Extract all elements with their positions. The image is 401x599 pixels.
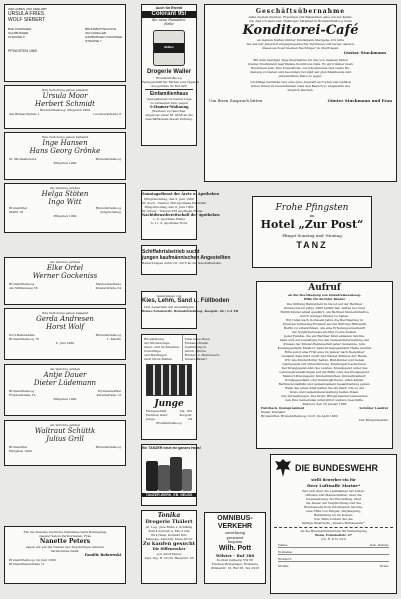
service-line: 6.-11. 6. Apotheke Nord <box>150 221 188 225</box>
family-signature: Familie Bobrowski <box>84 553 121 557</box>
shop-name: Fachbau Gebr. Junge <box>146 413 169 421</box>
shop-street: Koogstr. 34 <box>179 413 192 421</box>
house-line: Geschäftsstelle dieser Zeitung. <box>145 117 193 121</box>
name-2: Horst Wolf <box>45 323 85 331</box>
notice-heading: Als Verlobte grüßen <box>49 367 81 371</box>
bw-form-addr: An die Bundesministerium für Verteidigung <box>300 528 367 533</box>
bus-addr: Flecken-Hohenaspe, Wohnung <box>211 561 259 566</box>
takeover-title: Geschäftsübernahme <box>255 8 346 15</box>
addr-right: Brunsbüttelkoog <box>95 157 121 161</box>
bus-tagline: preiswert <box>226 535 244 540</box>
body-line: Unseren Schleswig-Holstein auf die Stiftung Hilfswerk <box>282 322 367 326</box>
takeover-text: Mit dem heutigen Tage übernahme ich das von meinem Onkel <box>253 58 348 62</box>
sunday-service-doctors-pharmacies <box>141 190 220 240</box>
body-line: Wir, wie Kinderdörfer helfen, Bild-Kinder und heben <box>284 358 365 362</box>
bus-addr: Wilsterstr. 13, Ruf 38, Tel. 2915 <box>210 565 260 570</box>
aufruf-appeal <box>256 281 393 449</box>
addr-left: Brunsbüttelkoog <box>9 282 35 286</box>
engagement-notice-andresen-wolf <box>4 308 126 360</box>
addr-left-2: Pfingsten 1960 <box>9 449 32 453</box>
notice-heading: Als Verlobte grüßen <box>49 186 81 190</box>
body-line: Meldorf-Kreisjugend: Kindermädchen, Kinderkrankerf. <box>282 374 367 378</box>
engagement-notice-stoeten-witt <box>4 183 126 233</box>
ad-topline: Lieferungen von <box>156 294 182 298</box>
shop-line: Gt. Leg. gute Bühn + Schilling <box>145 525 193 529</box>
notice-date: 6. Juni 1960 <box>55 341 75 345</box>
engagement-notice-hansen-groenke <box>4 132 126 180</box>
shop-line: Kuli 4 Schreib a. Fab 3 Dm <box>148 529 190 533</box>
name-1: Inge Hansen <box>42 139 88 147</box>
bus-tagline: bequem <box>227 540 243 544</box>
form-field-street[interactable]: Straße: <box>278 563 290 568</box>
bus-addr: Kochun Junkerei VW 68 <box>216 557 254 562</box>
ad-sub: Lkw.-Laderaum mit Absetzkipper <box>143 305 195 309</box>
body-line: Zeremonie im Jahre 1980 befüllt hat, stiften bei rund <box>284 306 365 310</box>
takeover-text: möglich machen. <box>287 88 314 92</box>
body-line: Berlins-Sozialhilfe und gemeinsamem Gesamtleitung geben. <box>278 382 371 386</box>
addr-right-line: AM CAPELLER <box>85 31 107 35</box>
service-line: Dr. Koch - Telefon 306 Apotheke Heinbühl <box>142 200 207 205</box>
addr-right-2: Klosterstraße 24 <box>95 286 121 290</box>
job-ad-shipping-company <box>141 245 231 275</box>
body-line: Geldspende mit unterstützung, Kindergeld bezeichnen. <box>282 362 367 366</box>
addr-right-2: Jungfernstieg <box>100 210 121 214</box>
notice-date: Pfingsten 1960 <box>53 397 77 401</box>
bw-sub: stellt Bewerber ein für <box>311 478 356 482</box>
house-line: Angebote unter M. 4036 an die <box>145 113 193 117</box>
addr-right: Brunsbüttelkoog <box>95 206 121 210</box>
appeal-signature: Schlüter Landrat <box>359 406 388 410</box>
takeover-text: Bestreben sein, Ihre freundliche, zuvorkommende und reelle Be- <box>251 66 350 70</box>
appeal-signature: Weber Kreisamt <box>261 410 286 414</box>
notice-date: PFINGSTEN 1960 <box>8 49 37 53</box>
body-line: Genannt Kein Kind sucht und Kinder-Zimmer der Heide. <box>281 354 368 358</box>
body-line: farbige Illustrierte „Unsere Bundeswehr“ <box>301 520 366 525</box>
can-label: Brillux <box>164 44 174 49</box>
ad-topline: Auch für Eternit <box>155 6 183 10</box>
body-line: Wir rufen nach in diesem Jahre die Bevölkerung in <box>285 318 364 322</box>
name-1: Ursula Moor <box>42 92 88 100</box>
addr-left: St. Michaelisdonn <box>9 157 37 161</box>
body-line: frei. Bitte fordern Sie die <box>314 516 353 521</box>
business-takeover-notice <box>204 4 397 182</box>
thank-you-notice-peters <box>4 526 126 584</box>
body-line: Jeder Familie, die ein Berliner Kind einladen möchte, <box>284 334 365 338</box>
name-2: Hans Georg Grönke <box>29 147 101 155</box>
name-2: Dieter Lüdemann <box>33 379 97 387</box>
job-title: jungen kaufmännischen Angestellten <box>142 255 231 261</box>
body-line: Die Verwaltungen. Der Kreis: Bürgermeister-Gemeinden <box>281 394 368 398</box>
body-line: eine Fülle von Dingen. Verpflegung, <box>306 508 361 513</box>
house-title: Einfamilienhaus <box>149 90 189 97</box>
body-line: Kreisjugendamt oder Kindergärtnerei. Allen Kinder <box>285 378 364 382</box>
thanks-text: Für die überaus herzliche Teilnahme beim Heimgange <box>23 530 107 534</box>
service-subtitle: Nachtdienstbereitschaft der Apotheken <box>142 212 220 217</box>
eagle-emblem-icon <box>274 458 292 478</box>
kitchen-furniture-ad-junge <box>141 334 221 440</box>
kitchen-line: Einbauschrank- <box>184 341 209 345</box>
addr-left-line: STRASSE 3 <box>8 35 25 39</box>
bus-title: OMNIBUS- <box>217 515 253 522</box>
bus-title: VERKEHR <box>217 523 253 530</box>
addr-left: Brunsbüttelkoog <box>9 389 35 393</box>
addr-left: Brunsbüttel <box>9 206 28 210</box>
engagement-notice-dauer-luedemann <box>4 364 126 416</box>
body-line: der möglicherweise wichtig zu erscheinen. <box>291 330 358 334</box>
body-line: 50000 Kinder allein gewährt, um Berliner Kinderinitiative <box>280 310 369 314</box>
addr-right-line: BRUNSBÜTTELKOOG <box>85 27 117 31</box>
hotel-zur-post-ad <box>252 196 372 268</box>
appeal-sub: an die Bevölkerung von Gleisdreikeeskoog- <box>288 293 361 297</box>
shop-town: Brunsbüttelkoog <box>156 75 182 80</box>
address: Brunsbüttelerstraße 11 <box>9 561 45 566</box>
notice-heading: Ihre Verlobung geben bekannt <box>41 88 89 92</box>
appeal-footer: Brunsbüttel, Brunsbüttelkoog, Dorf, im April 1960 <box>261 414 338 418</box>
service-line: 1.-5. Apotheke Heine <box>152 217 186 221</box>
addr-left-line: BAD KISSINGEN <box>8 27 32 31</box>
form-field-district[interactable]: Kreis: <box>380 563 389 568</box>
service-title: Sonntagsdienst der Ärzte u. Apotheken <box>142 192 220 196</box>
kitchen-line: Rückfahrung <box>144 337 164 341</box>
brand-junge: Junge <box>154 399 184 409</box>
place-date: Brunsbüttelkoog, Pfingsten 1960 <box>39 108 91 112</box>
notice-date: Pfingsten 1960 <box>53 214 77 218</box>
hotel-pre: im <box>309 213 315 218</box>
shop-line: Maisepp. Abbonkl. Kiste 26 Nr <box>145 537 193 541</box>
paint-can-illustration <box>153 30 185 66</box>
addr-right-2: L. Martin <box>106 337 121 341</box>
slogan: die neue Fassaden- <box>151 17 186 22</box>
form-field-residence[interactable]: Wohnort: <box>278 556 293 561</box>
thanks-text: sagen wir auf die Namen der Angehörigen unseren <box>25 545 105 549</box>
body-line: offiziere und Mannschaften, über die <box>305 492 362 497</box>
service-line: Pfingstmontag, den 6. Juni 1960 <box>144 204 194 209</box>
house-line: (Neubau) zu tauschen. <box>151 109 187 113</box>
name-wolf-siebert: WOLF SIEBERT <box>8 17 46 23</box>
addr-left-2: Markt 18 <box>9 210 24 214</box>
signature-guenter: Günter Stuckmann und Frau <box>327 98 392 103</box>
brand-tonika: Tonika <box>157 512 181 519</box>
body-line: Berlin zu unterstützen, um eine Erholungsunterkunft <box>283 326 366 330</box>
kitchen-line: Bücher- u. Mehrzweck- <box>184 353 221 357</box>
bw-form-addr: Bonn, Ermekeilstr. 27 <box>315 532 352 537</box>
body-line: Bitte sonst eine Frist eine im Januar nach Dezember <box>284 350 365 354</box>
addr-right-2: Kirsenstraße 13 <box>96 393 121 397</box>
body-line: Kreisjugendamt Meldorf, beim Kreisjugendamt Heide melden <box>277 346 372 350</box>
bw-form-addr: (10. E. P. D. 221) <box>320 536 347 541</box>
gravel-sand-supply-ad <box>141 291 239 329</box>
engagement-notice-moor-schmidt <box>4 85 126 129</box>
heater-slogan: Ein TANZER heizt ein ganzes Haus! <box>142 446 201 450</box>
body-line: Bekleidung ist im Kosten- <box>314 512 353 517</box>
house-line: (bezugsbereit) in bester Lage <box>146 96 192 101</box>
takeover-text: sollen Ihnen im neuerstanden Café den Besuch so angenehm wie <box>250 84 351 88</box>
body-line: Bundeswehr-Sold informieren möchte, <box>304 504 363 509</box>
body-line: Leistungsverwaltungen auf die Bilde oder des Kreisjugend. <box>279 370 370 374</box>
body-line: Voraussetzung der Einstellung, über <box>305 496 362 501</box>
bus-owner: Wilh. Pott <box>218 544 252 552</box>
kitchen-line: Vorschläge <box>144 349 161 353</box>
bundeswehr-recruitment-ad <box>270 454 397 594</box>
body-line: den Ihre Gemeinden unterstützt weitere Geschäfte. <box>285 398 364 402</box>
kitchen-line: Ahorn - Esche <box>184 349 206 353</box>
takeover-text: Allen meinen Kunden, Freunden und Bekannten gebe ich zur Kennt- <box>248 15 353 19</box>
bus-tagline: zuverlässig <box>225 531 245 535</box>
name-ursula-fries: URSULA FRIES <box>8 11 45 17</box>
service-line: Pfingstsonntag, den 5. Juni 1960 <box>144 196 194 201</box>
body-line: Wenn Sie einen Kind helfen Sie ein Kind! Die zu der <box>284 386 365 390</box>
name-2: Werner Gockeniss <box>32 272 98 280</box>
tanzer-heater-ad <box>141 444 201 506</box>
addr-right-line: HAMBURGER CHAUSSEE <box>85 35 122 39</box>
takeover-text: an meinen Neffen Günter Stuckmann übergebe. Ich bitte <box>257 38 344 42</box>
addr-right: Leonwerkstraße 8 <box>93 112 121 116</box>
konditorei-cafe-headline: Konditorei-Café <box>242 23 359 38</box>
thanks-text: unserer lieben Verstorbenen, Frau <box>38 534 92 538</box>
addr-right: Brunsbüttelkoog <box>95 333 121 337</box>
body-line: kann sich auf bestellung bei den Gemeindeverwaltung des <box>279 338 370 342</box>
appeal-sub: Hilfe für Rechter Kinder <box>303 297 346 301</box>
kitchen-line: nieur- und Architekten- <box>144 345 180 349</box>
shop-name: Drogerie Waller <box>146 68 192 75</box>
takeover-text: Sie das mir jederzeit entgegengebrachte Vertrauen und ferner dauern, <box>246 42 355 46</box>
name-1: Elke Ortel <box>46 264 84 272</box>
bundeswehr-title: DIE BUNDESWEHR <box>295 463 379 473</box>
engagement-notice-ortel-gockeniss <box>4 257 126 305</box>
house-line: 3-Zimmer-Wohnung <box>149 104 189 109</box>
addr-left-line: SALZBURGER <box>8 31 29 35</box>
ad-title: Kies, Lehm, Sand u. Füllboden <box>142 298 230 304</box>
colorant-paint-ad <box>141 4 200 146</box>
engagement-notice-schuettk-grill <box>4 420 126 466</box>
name-1: Antje Dauer <box>43 371 87 379</box>
appeal-footer: Der Bürgermeister <box>359 418 388 422</box>
takeover-text: Großfläge Getränke und eine gute Auswahl an Torten und Gebäck <box>250 80 351 84</box>
kitchen-line: Viele neue Haus- <box>184 337 211 341</box>
kitchen-line: nach Ihren Maßen <box>144 357 173 361</box>
slogan: farbe <box>164 22 174 26</box>
heater-maker: TANZER-WERK, EB. NEUSS <box>142 493 196 498</box>
takeover-text: Gustav Stuckmann begründete Konditorei-Café. Es wird immer mein <box>248 62 353 66</box>
kitchen-line: der Küchen-Inge- <box>144 341 171 345</box>
addr-left: Dorf-Hafenbahnl. <box>9 333 36 337</box>
thanks-text: herzlichsten Dank. <box>50 549 80 553</box>
name-1: Waltraut Schüttk <box>34 427 96 435</box>
appeal-title: Aufruf <box>308 283 341 293</box>
takeover-text: einwandfreie Ware zu legen. <box>278 74 323 78</box>
greeting-pfingsten: Frohe Pfingsten <box>275 203 349 213</box>
takeover-text: nis, daß ich mein fast 25jähriger Tätigkeit in Brunsbüttelkoog mein <box>249 19 352 23</box>
name-2: Herbert Schmidt <box>35 100 95 108</box>
body-line: Wer sich über die Laufbahnge der Unter- <box>302 488 365 493</box>
ad-signature: Bruno Schatowitz, Brunsbüttelkoog, Koogstr. 26 / 1-2 TR <box>142 309 239 313</box>
kitchen-line: und Baufragen <box>144 353 167 357</box>
hotel-name: Hotel „Zur Post“ <box>260 218 364 231</box>
name-2: Julius Grill <box>46 435 84 443</box>
kitchen-line: Unsere Bauart <box>184 357 207 361</box>
engagement-notice-fries-siebert <box>4 4 126 82</box>
appeal-signature: Fuhrbach. Kreispräsident <box>261 406 305 410</box>
shop-town: Brunsbüttelkoog <box>156 421 182 425</box>
shop-addr: Koogstraße 32 Ruf 426 <box>151 83 187 88</box>
body-line: durch weniger Kinder zu bieten. <box>299 314 350 318</box>
job-title: Schiffahrtsbetrieb sucht <box>142 249 200 255</box>
deceased-name: Nanette Peters <box>39 538 91 545</box>
addr-right: Brunsbüttelkoog <box>95 445 121 449</box>
wanted-note: von Adolf Fauler <box>156 551 182 556</box>
body-line: Die Stiftung Bahrenfeld in die ist auf der Berliner <box>286 302 363 306</box>
shop-tel: Tel. 185 <box>179 409 192 413</box>
form-field-birthdate[interactable]: Geb. Datum: <box>369 542 389 547</box>
place-date: Brunsbüttelkoog, im Juni 1960 <box>9 557 56 562</box>
omnibus-service-ad <box>204 512 266 584</box>
addr-left-2: Friedenstraße 19 <box>9 393 36 397</box>
bw-body <box>271 488 396 525</box>
takeover-text: dienung zu bieten und besonders Sorgfalt auf gleichbleibende und <box>249 70 352 74</box>
takeover-text: dieses auch auf meinen Nachfolger zu übertragen. <box>261 46 340 50</box>
addr-right: Marne/Gasthaus <box>95 282 121 286</box>
appeal-body <box>257 301 392 406</box>
dance-days: Pfingst-Sonntag und -Montag <box>282 233 342 238</box>
signature-gustav: Gustav Stuckmann <box>343 50 386 55</box>
service-line: Dr. Kreuz - Telefon 555 Apotheke Heide <box>142 208 203 213</box>
notice-heading: WIR HABEN UNS VERLOBT <box>8 7 48 11</box>
body-line: Der Kreisjugend-Amt des Landes, Kreisjugend unter des <box>281 366 368 370</box>
bw-branches: Heer Luftwaffe Marine* <box>306 482 361 488</box>
shop-line: fürs Haus, Konfekt Kilo <box>151 533 187 537</box>
body-line: Meldorf, den 25 Januar 1960 <box>302 402 347 406</box>
addr-left-2: Am Mühlenweg 36 <box>9 286 38 290</box>
notice-heading: Ihre Verlobung geben bekannt <box>41 311 89 315</box>
wanted-addr: Dipl.-Ing. H. Groth, Bauerstr. 36 <box>144 555 194 560</box>
form-field-name[interactable]: Name: <box>278 542 289 547</box>
name-1: Helga Stöten <box>41 190 89 198</box>
drogerie-thaelert-ad <box>141 510 197 584</box>
shop-name: Drogerie Thälert <box>145 519 193 525</box>
shop-label: Fachgeschäft <box>146 409 167 413</box>
addr-right: Wyzmann/Pfalz <box>97 389 121 393</box>
body-line: Kreises der Kinder-Rentenerfall jeder Gemeinde, bzw. <box>283 342 366 346</box>
wanted-title: Zu kaufen gesucht <box>142 541 196 547</box>
kitchen-line: Ausführung in <box>184 345 207 349</box>
form-field-firstname[interactable]: Vorname: <box>278 549 293 554</box>
name-2: Ingo Witt <box>48 198 82 206</box>
bus-phone: Wilster - Ruf 388 <box>215 552 255 558</box>
job-contact: Bewerbungen unter Nr. 2472 an die Geschäftsstelle. <box>142 261 223 265</box>
kitchen-illustration <box>146 364 192 396</box>
notice-heading: Ihre Verlobung geben bekannt <box>41 135 89 139</box>
heater-illustration <box>142 451 196 493</box>
addr-left-2: Brunsbüttelkoog 76 <box>9 337 40 341</box>
closing-line: Um Ihren Zuspruch bitten <box>209 98 263 103</box>
wanted-item: Die Diffenrucker <box>152 547 186 551</box>
brand-name: Colorant 95! <box>142 11 196 18</box>
notice-heading: Als Verlobte grüßen <box>49 423 81 427</box>
body-line: Kreis und Gemeindeverwaltung helfen Ihnen. <box>289 390 360 394</box>
name-1: Gerda Andresen <box>36 315 94 323</box>
dance-label: TANZ <box>296 240 328 250</box>
notice-heading: Als Verlobte grüßen <box>49 260 81 264</box>
addr-left: Am Bismarckplatz 1 <box>9 112 40 116</box>
shop-desc: Fachgeschäft für Farben und Tapeten <box>142 79 200 84</box>
addr-right-line: STRASSE 7 <box>85 39 102 43</box>
house-line: zu verkaufen bzw. gegen <box>150 100 188 105</box>
body-line: die Dauer der Verpflichtung und die <box>306 500 361 505</box>
notice-date: Pfingsten 1960 <box>53 161 77 165</box>
addr-left: Brunsbüttel <box>9 445 28 449</box>
